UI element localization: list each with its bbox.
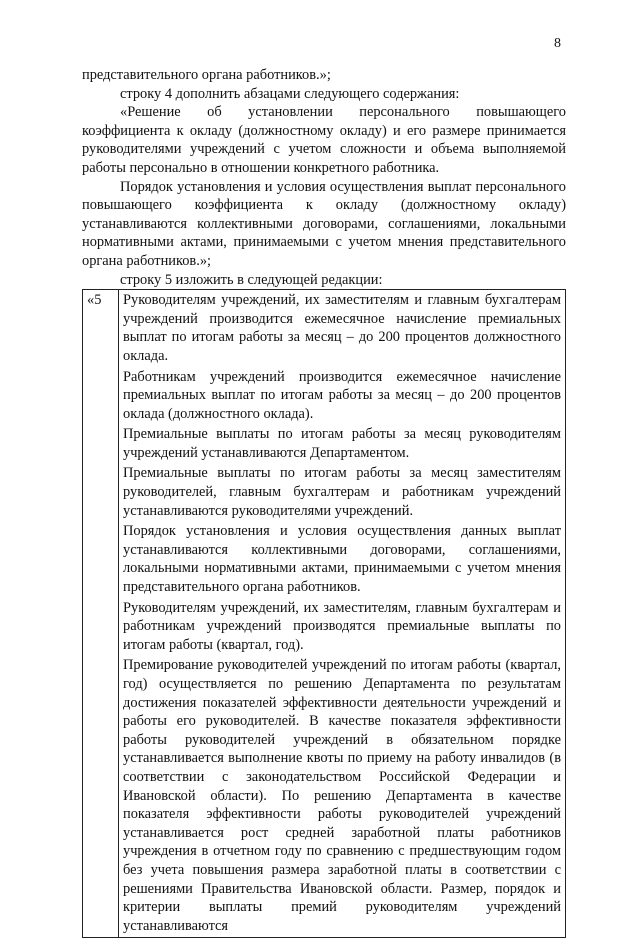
intro-paragraph-1: «Решение об установлении персонального повышающего коэффициента к окладу (должностному окладу) и его размере принимается руководителями учреждений с учетом сложности и объема выполняемой работы персонально в отношении конкретного работника.: [82, 104, 566, 176]
table-row: [83, 290, 566, 938]
row-text-cell: [119, 290, 566, 938]
intro-line-1: представительного органа работников.»;: [82, 67, 331, 83]
table-paragraph-3: Премиальные выплаты по итогам работы за месяц руководителям учреждений устанавливаются Департаментом.: [123, 426, 561, 461]
table-paragraph-5: Порядок установления и условия осуществления данных выплат устанавливаются коллективными договорами, соглашениями, локальными нормативными актами, принимаемыми с учетом мнения представительного органа работников.: [123, 523, 561, 596]
table-paragraph-1: Руководителям учреждений, их заместителям и главным бухгалтерам учреждений производится ежемесячное начисление премиальных выплат по итогам работы за месяц – до 200 процентов должностного оклада.: [123, 292, 561, 364]
table-paragraph-2: Работникам учреждений производится ежемесячное начисление премиальных выплат по итогам работы за месяц – до 200 процентов оклада (должностного оклада).: [123, 368, 561, 422]
table-paragraph-4: Премиальные выплаты по итогам работы за месяц заместителям руководителей, главным бухгалтерам и работникам учреждений устанавливаются руководителями учреждений.: [123, 465, 561, 519]
document-body: [82, 66, 566, 938]
intro-paragraph-2: Порядок установления и условия осуществления выплат персонального повышающего коэффициента к окладу (должностному окладу) устанавливаются коллективными договорами, соглашениями, локальными нормативными актами, принимаемыми с учетом мнения представительного органа работников.»;: [82, 178, 566, 269]
row-number-cell: «5: [83, 290, 119, 938]
intro-line-3: строку 5 изложить в следующей редакции:: [120, 271, 383, 288]
page-number: 8: [554, 36, 561, 51]
table-paragraph-7: Премирование руководителей учреждений по итогам работы (квартал, год) осуществляется по решению Департамента по результатам достижения показателей эффективности деятельности учреждений и работы его руководителей. В качестве показателя эффективности работы руководителей учреждений в обязательном порядке устанавливается выполнение квоты по приему на работу инвалидов (в соответствии с законодательством Российской Федерации и Ивановской области). По решению Департамента в качестве показателя эффективности работы руководителей учреждений устанавливается рост средней заработной платы работников учреждения в отчетном году по сравнению с предшествующим годом без учета повышения размера заработной платы в соответствии с решениями Правительства Ивановской области. Размер, порядок и критерии выплаты премий руководителям учреждений устанавливаются: [123, 657, 561, 934]
amendment-table: [82, 289, 566, 938]
table-paragraph-6: Руководителям учреждений, их заместителям, главным бухгалтерам и работникам учреждений производятся премиальные выплаты по итогам работы (квартал, год).: [123, 599, 561, 653]
intro-line-2: строку 4 дополнить абзацами следующего содержания:: [120, 85, 460, 102]
